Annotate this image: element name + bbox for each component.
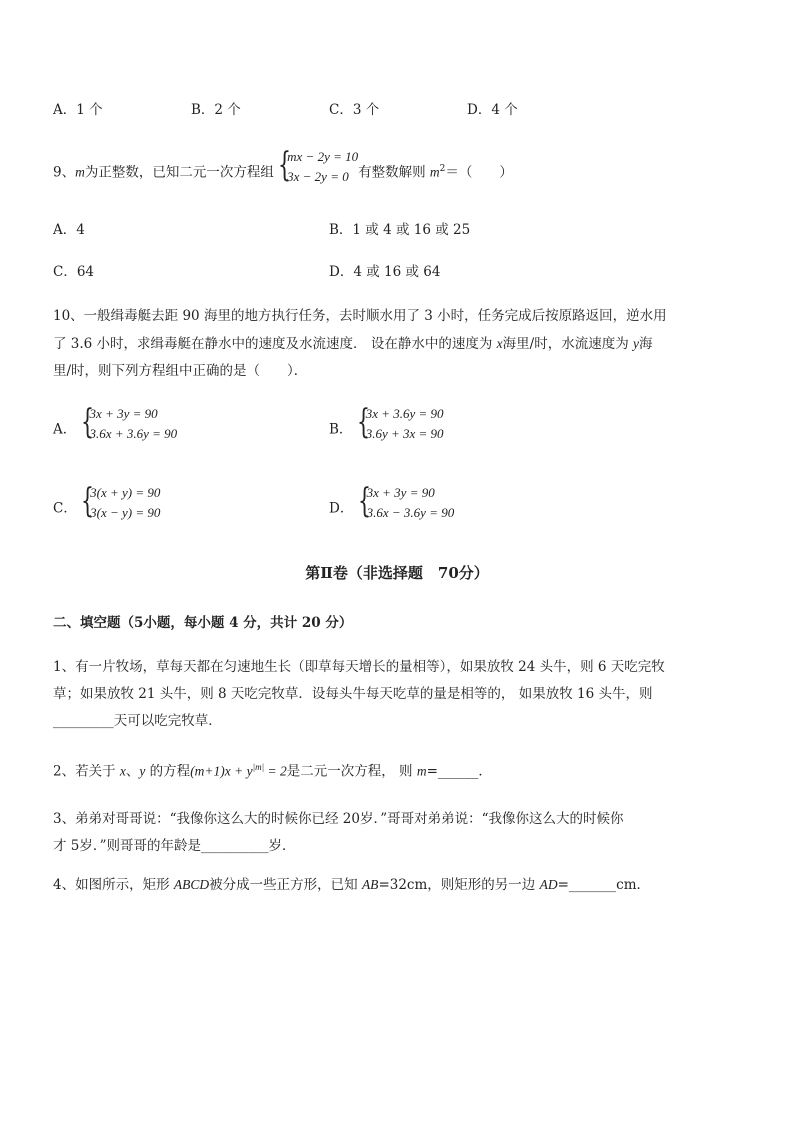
q9-eq1: mx − 2y = 10: [287, 149, 359, 164]
q10-line1: 10、一般缉毒艇去距 90 海里的地方执行任务，去时顺水用了 3 小时，任务完成后按原路返回，逆水用: [53, 308, 667, 324]
q10-option-c: [53, 483, 160, 535]
f4-abcd: ABCD: [173, 877, 210, 892]
f4-ab: AB: [361, 877, 379, 892]
q10-c-eq2: 3(x − y) = 90: [90, 505, 161, 520]
q8-option-c: C．3 个: [329, 102, 380, 118]
q9-option-a: A．4: [53, 222, 85, 238]
q10-line2-text: 了 3.6 小时，求缉毒艇在静水中的速度及水流速度． 设在静水中的速度为: [53, 336, 497, 352]
f4-text1: 4、如图所示，矩形: [53, 877, 174, 893]
q9-option-c: C．64: [53, 264, 95, 280]
q10-var-x: x: [496, 336, 503, 351]
f2-equation-tail: = 2: [264, 763, 287, 779]
q10-b-label: B．: [329, 421, 353, 438]
q10-option-d: [329, 483, 454, 535]
fill-question-1: [53, 654, 665, 735]
f2-text1: 2、若关于: [53, 763, 120, 780]
f1-line3: [53, 708, 665, 735]
f2-var-m: m: [416, 763, 427, 779]
f1-line2: 草；如果放牧 21 头牛，则 8 天吃完牧草．设每头牛每天吃草的量是相等的， 如果放牧 16 头牛，则: [53, 686, 653, 702]
q10-var-y: y: [632, 336, 639, 351]
q10-line3: 里/时，则下列方程组中正确的是（ ）．: [53, 363, 308, 379]
q9-m-squared: m: [429, 164, 440, 180]
f2-text2: 的方程: [145, 763, 191, 780]
question-10: [53, 303, 667, 385]
brace-icon: {: [81, 481, 95, 521]
f2-var-x: x: [119, 763, 126, 779]
q10-a-system: [81, 404, 178, 456]
q10-d-eq1: 3x + 3y = 90: [366, 485, 435, 500]
q10-c-label: C．: [53, 500, 77, 517]
fill-question-2: [53, 757, 492, 782]
f4-text2: 被分成一些正方形，已知: [209, 877, 362, 893]
q10-option-b: [329, 404, 444, 456]
section-subtitle: 二、填空题（5小题，每小题 4 分，共计 20 分）: [53, 615, 353, 631]
q9-option-b: B．1 或 4 或 16 或 25: [329, 222, 471, 238]
q10-d-label: D．: [329, 500, 354, 517]
q9-exponent: 2: [439, 164, 446, 174]
f2-equation: (m+1)x + y: [190, 763, 253, 779]
q9-text3: ＝（ ）: [445, 164, 513, 181]
q10-a-eq1: 3x + 3y = 90: [89, 406, 158, 421]
q8-option-b: B．2 个: [191, 102, 241, 118]
f3-line2: 才 5岁．”则哥哥的年龄是__________岁．: [53, 838, 296, 854]
q10-line2: [53, 330, 667, 358]
f1-answer-blank: _________: [53, 713, 114, 729]
brace-icon: {: [357, 481, 371, 521]
q9-text2: 有整数解则: [358, 164, 426, 181]
f4-answer: =_______cm．: [557, 877, 651, 893]
f2-text3: 是二元一次方程， 则: [286, 763, 417, 780]
q9-number: 9、: [53, 164, 76, 181]
q9-equation-system: [278, 147, 358, 199]
f3-line1: 3、弟弟对哥哥说：“我像你这么大的时候你已经 20岁．”哥哥对弟弟说：“我像你这么大的时候你: [53, 811, 624, 827]
fill-question-3: [53, 806, 624, 860]
q10-a-eq2: 3.6x + 3.6y = 90: [89, 426, 178, 441]
q10-c-system: [81, 483, 160, 535]
fill-question-4: [53, 875, 650, 895]
f4-text3: =32cm，则矩形的另一边: [378, 877, 540, 893]
q9-variable-m: m: [75, 164, 85, 180]
q10-d-eq2: 3.6x − 3.6y = 90: [366, 505, 455, 520]
f4-ad: AD: [539, 877, 558, 892]
q10-b-system: [357, 404, 444, 456]
q9-text: 为正整数，已知二元一次方程组: [84, 164, 274, 181]
q10-d-system: [358, 483, 455, 535]
q8-option-a: A．1 个: [53, 102, 103, 118]
brace-icon: {: [278, 145, 292, 185]
q9-option-d: D．4 或 16 或 64: [329, 264, 441, 280]
brace-icon: {: [356, 402, 370, 442]
q10-line2-text3: 海: [638, 336, 653, 352]
q8-option-d: D．4 个: [467, 102, 518, 118]
f1-line3-text: 天可以吃完牧草．: [113, 713, 222, 729]
q10-c-eq1: 3(x + y) = 90: [90, 485, 161, 500]
q10-a-label: A．: [53, 421, 77, 438]
q10-line2-text2: 海里/时，水流速度为: [502, 336, 633, 352]
f2-sep: 、: [125, 763, 140, 780]
brace-icon: {: [80, 402, 94, 442]
f2-var-y: y: [139, 763, 146, 779]
section-title: 第Ⅱ卷（非选择题 70分）: [305, 564, 489, 582]
f2-exponent: |m|: [252, 762, 265, 772]
f1-line1: 1、有一片牧场，草每天都在匀速地生长（即草每天增长的量相等），如果放牧 24 头牛，则 6 天吃完牧: [53, 659, 665, 675]
f2-answer: =______．: [426, 763, 492, 780]
question-9: [53, 147, 513, 199]
q10-option-a: [53, 404, 177, 456]
q9-eq2: 3x − 2y = 0: [287, 169, 349, 184]
q10-b-eq1: 3x + 3.6y = 90: [365, 406, 444, 421]
q10-b-eq2: 3.6y + 3x = 90: [365, 426, 444, 441]
